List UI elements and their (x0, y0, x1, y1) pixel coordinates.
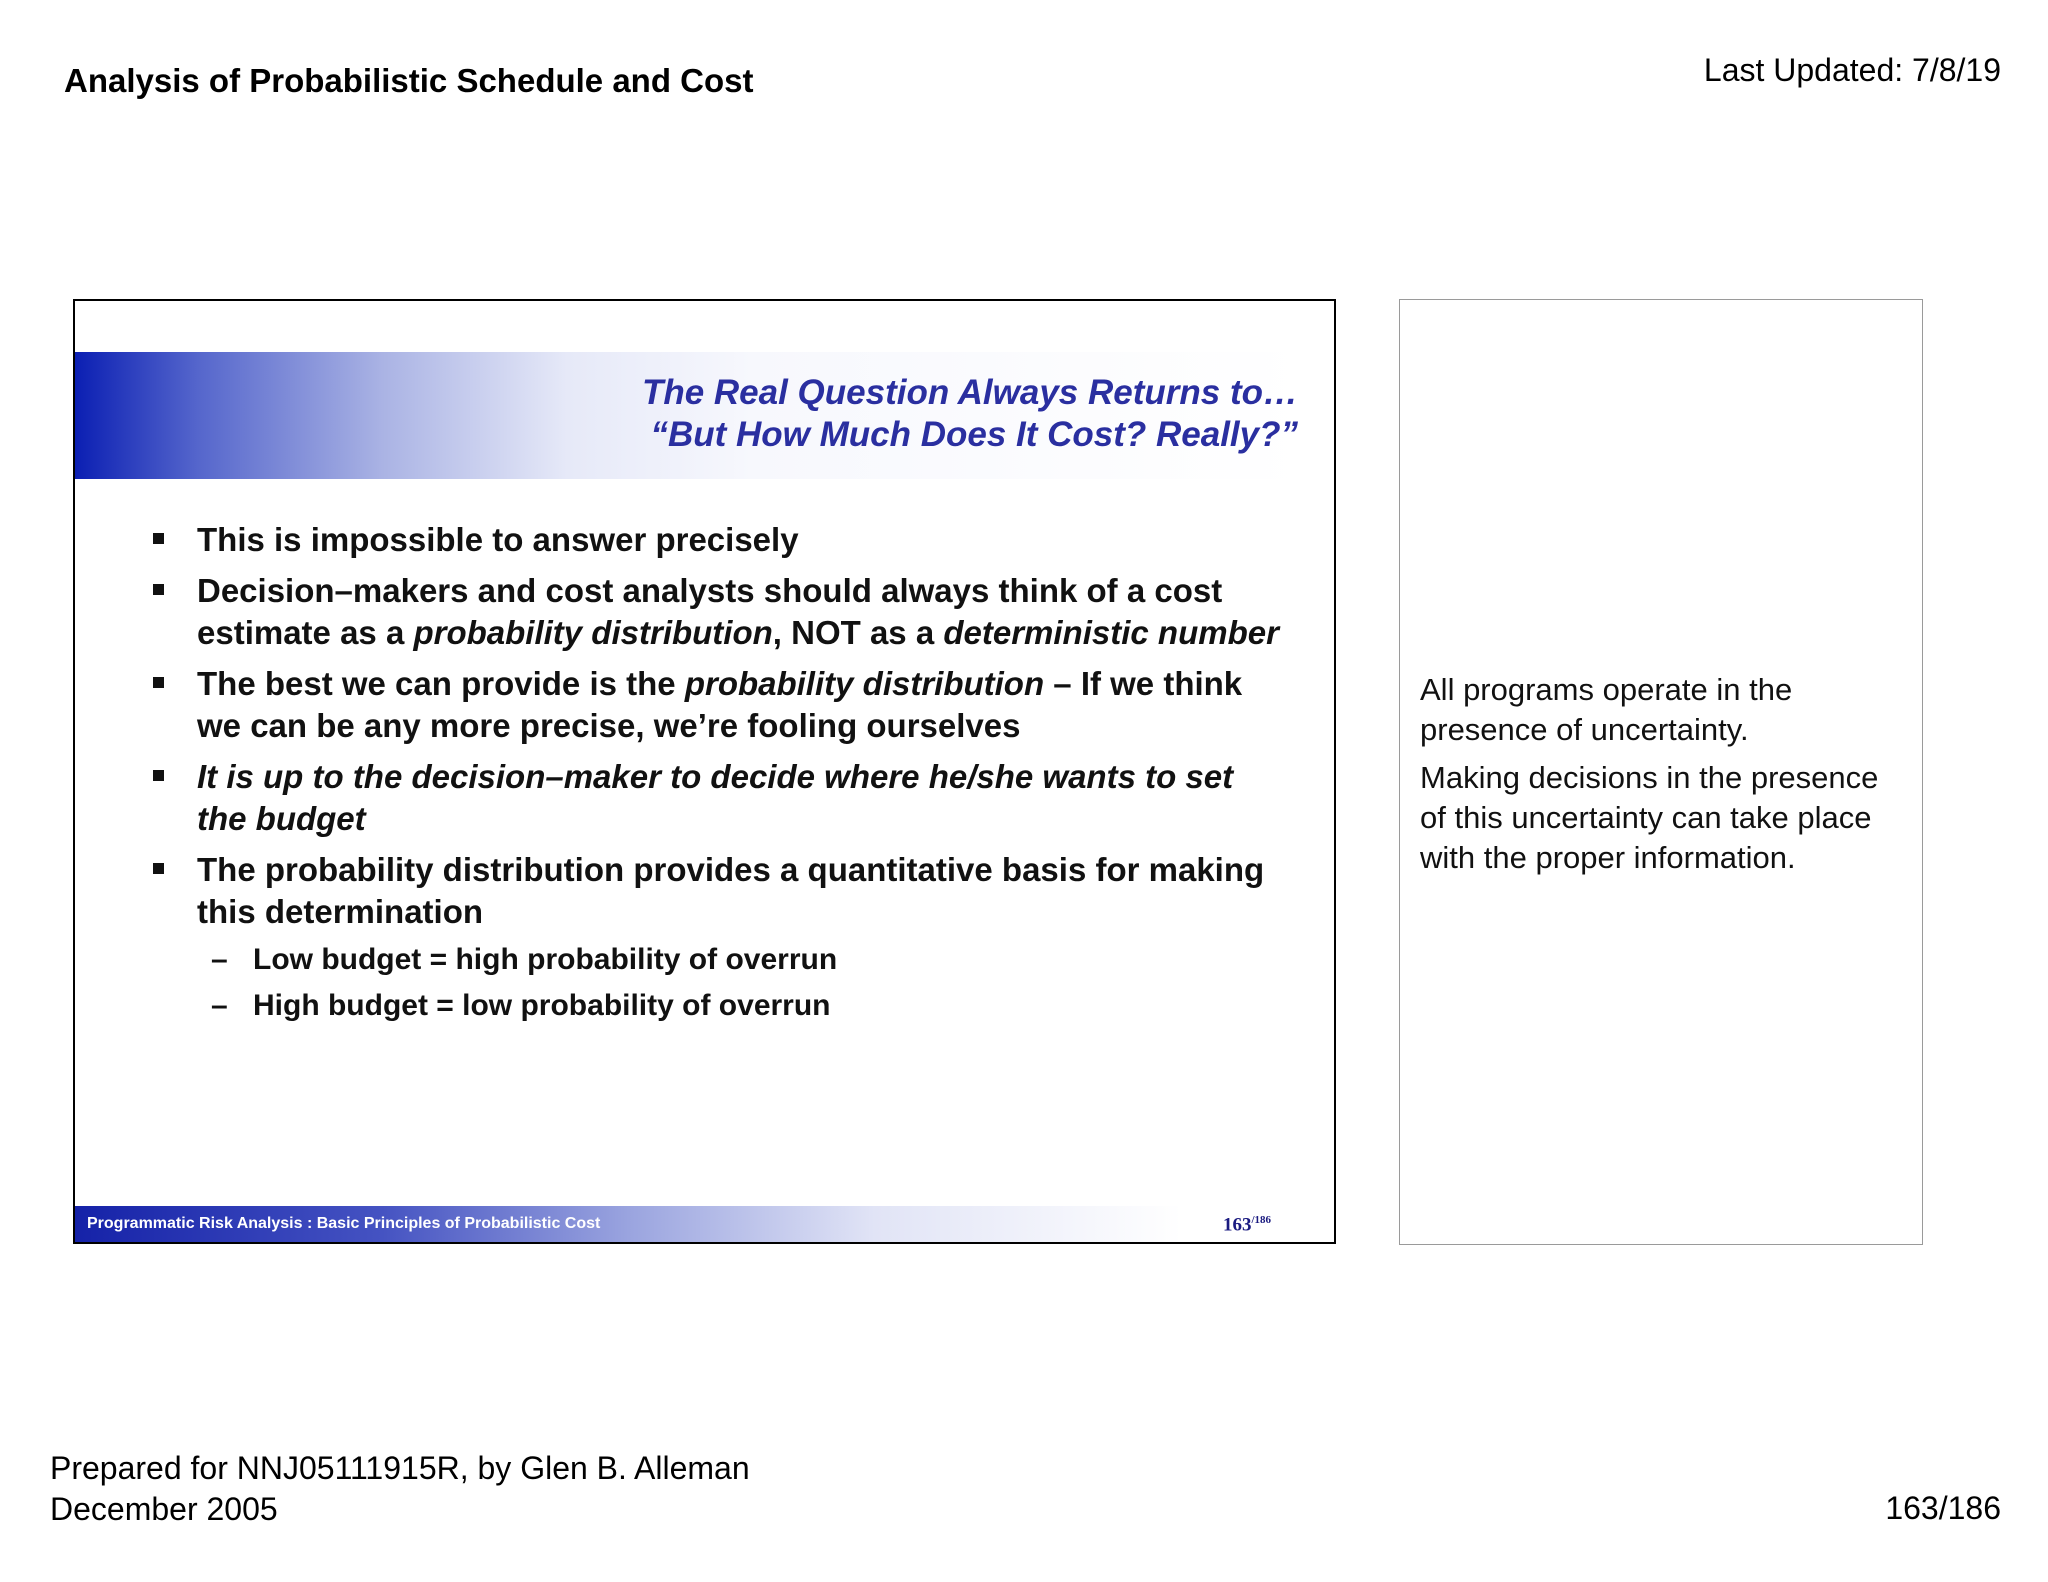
bullet-text: The best we can provide is the (197, 665, 685, 702)
bullet-emphasis: deterministic number (943, 614, 1279, 651)
notes-paragraph: Making decisions in the presence of this uncertainty can take place with the proper information. (1420, 760, 1879, 875)
document-title: Analysis of Probabilistic Schedule and Cost (64, 62, 754, 99)
slide-page-total: /186 (1251, 1214, 1271, 1226)
slide-title-line1: The Real Question Always Returns to… (641, 373, 1298, 412)
sub-bullet-text: High budget = low probability of overrun (253, 989, 831, 1022)
dash-icon: – (211, 943, 228, 976)
bullet-square-icon (153, 677, 164, 688)
bullet-text: – If we think we can be any more precise, we’re fooling ourselves (197, 665, 1243, 744)
sub-bullet-text: Low budget = high probability of overrun (253, 943, 838, 976)
page-number: 163/186 (1885, 1490, 2001, 1526)
bullet-emphasis: probability distribution (684, 665, 1045, 702)
slide-bullet-list (147, 519, 1287, 1038)
bullet-text: , NOT as a (772, 614, 944, 651)
bullet-square-icon (153, 533, 164, 544)
dash-icon: – (211, 989, 228, 1022)
bullet-text: This is impossible to answer precisely (197, 521, 799, 558)
sub-bullet-list (197, 937, 1287, 1029)
bullet-item (147, 570, 1287, 654)
notes-panel (1399, 299, 1923, 1245)
bullet-text: Decision–makers and cost analysts should always think of a cost estimate as a (197, 572, 1223, 651)
slide-title (642, 372, 1298, 456)
bullet-text: The probability distribution provides a quantitative basis for making this determination (197, 851, 1265, 930)
notes-text (1420, 670, 1910, 886)
prepared-by (50, 1448, 750, 1530)
slide-page-number (1223, 1214, 1271, 1236)
slide-footer-text: Programmatic Risk Analysis : Basic Principles of Probabilistic Cost (87, 1215, 601, 1232)
bullet-item (147, 519, 1287, 561)
sub-bullet-item (197, 937, 1287, 983)
sub-bullet-item (197, 983, 1287, 1029)
bullet-square-icon (153, 770, 164, 781)
prepared-date: December 2005 (50, 1491, 278, 1527)
bullet-item (147, 756, 1287, 840)
prepared-line: Prepared for NNJ05111915R, by Glen B. Alleman (50, 1450, 750, 1486)
bullet-item (147, 849, 1287, 1029)
bullet-square-icon (153, 863, 164, 874)
slide-frame (73, 299, 1336, 1244)
slide-footer-bar (75, 1206, 1305, 1244)
slide-page-current: 163 (1222, 1214, 1252, 1236)
last-updated-date: Last Updated: 7/8/19 (1703, 52, 2001, 88)
bullet-emphasis: probability distribution (413, 614, 773, 651)
slide-title-line2: “But How Much Does It Cost? Really?” (650, 415, 1298, 454)
notes-paragraph: All programs operate in the presence of uncertainty. (1420, 672, 1793, 747)
bullet-item (147, 663, 1287, 747)
bullet-square-icon (153, 584, 164, 595)
bullet-emphasis: It is up to the decision–maker to decide where he/she wants to set the budget (197, 758, 1234, 837)
